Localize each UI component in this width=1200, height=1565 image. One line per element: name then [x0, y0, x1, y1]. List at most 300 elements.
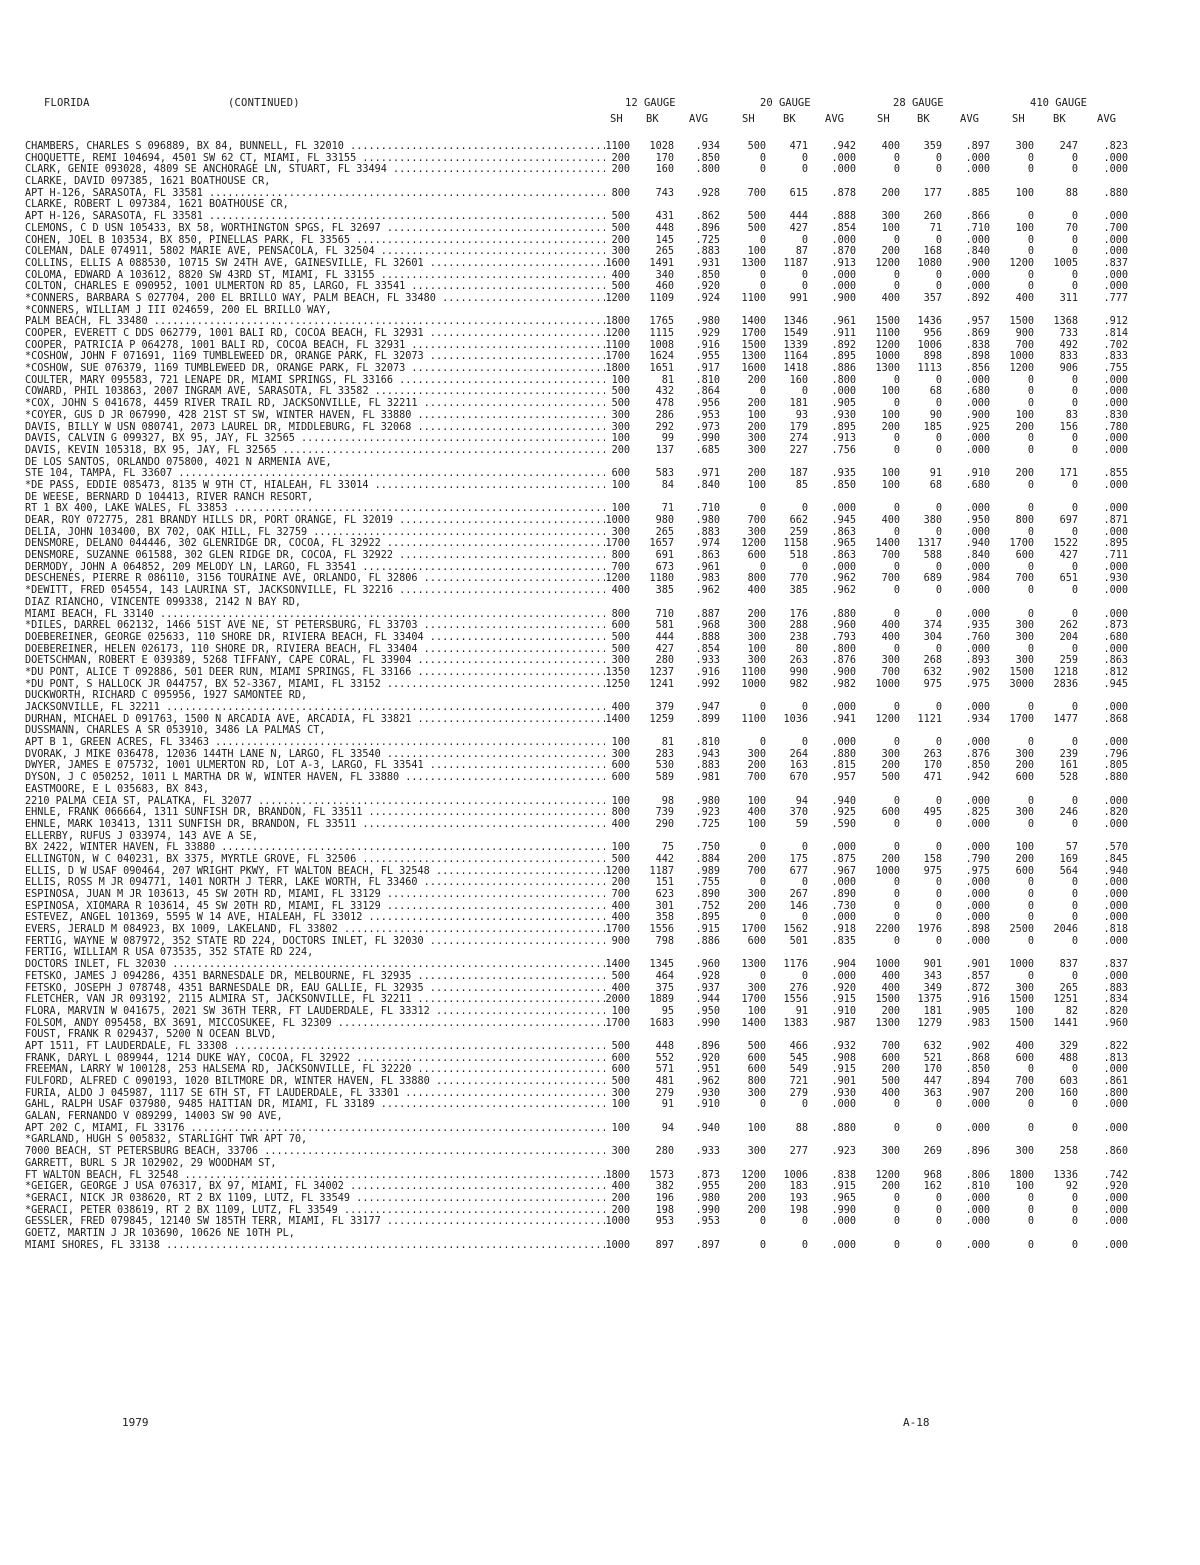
cell-bk-410: 0: [1071, 877, 1078, 889]
cell-sh-410: 300: [1015, 141, 1034, 152]
table-row: [0, 363, 1200, 375]
col-sh-410: SH: [1012, 113, 1025, 125]
cell-avg-410: .000: [1103, 444, 1128, 456]
cell-sh-28: 100: [881, 386, 900, 398]
cell-bk-20: 1418: [783, 363, 808, 375]
cell-sh-28: 300: [881, 1146, 900, 1158]
shooter-name-address: DAVIS, BILLY W USN 080741, 2073 LAUREL DR, MIDDLEBURG, FL 32068 .....: [25, 422, 605, 434]
cell-bk-28: 975: [923, 865, 942, 877]
cell-sh-28: 0: [893, 503, 900, 515]
shooter-name-address: EASTMOORE, E L 035683, BX 843,: [25, 783, 210, 795]
cell-avg-410: .000: [1103, 900, 1128, 912]
cell-avg-20: .000: [831, 503, 856, 515]
cell-avg-28: .957: [965, 316, 990, 328]
cell-bk-12: 897: [655, 1239, 674, 1251]
cell-avg-20: .888: [831, 211, 856, 223]
table-row: [0, 796, 1200, 808]
table-row: [0, 410, 1200, 422]
cell-avg-12: .956: [695, 398, 720, 410]
cell-bk-12: 980: [655, 515, 674, 526]
shooter-name-address: RT 1 BX 400, LAKE WALES, FL 33853 .....: [25, 503, 605, 515]
cell-sh-28: 700: [881, 573, 900, 585]
cell-avg-12: .944: [695, 994, 720, 1006]
cell-sh-12: 100: [611, 1005, 630, 1017]
shooter-name-address: DIAZ RIANCHO, VINCENTE 099338, 2142 N BAY RD,: [25, 596, 302, 608]
cell-bk-410: 92: [1065, 1181, 1078, 1193]
cell-avg-28: .000: [965, 444, 990, 456]
cell-avg-410: .755: [1103, 363, 1128, 375]
cell-bk-28: 260: [923, 211, 942, 223]
cell-sh-20: 300: [747, 631, 766, 643]
table-row: [0, 620, 1200, 632]
cell-bk-12: 432: [655, 386, 674, 398]
cell-avg-28: .866: [965, 211, 990, 223]
cell-avg-410: .930: [1103, 573, 1128, 585]
cell-bk-12: 198: [655, 1204, 674, 1216]
cell-sh-12: 100: [611, 503, 630, 515]
cell-sh-28: 0: [893, 935, 900, 947]
cell-bk-410: 492: [1059, 339, 1078, 351]
cell-avg-12: .863: [695, 550, 720, 562]
cell-avg-410: .805: [1103, 760, 1128, 772]
cell-sh-12: 600: [611, 468, 630, 480]
cell-sh-410: 1200: [1009, 257, 1034, 269]
cell-bk-28: 901: [923, 959, 942, 971]
cell-bk-28: 1279: [917, 1017, 942, 1029]
cell-bk-20: 370: [789, 807, 808, 819]
cell-bk-12: 280: [655, 655, 674, 667]
shooter-name-address: DERMODY, JOHN A 064852, 209 MELODY LN, LARGO, FL 33541 .....: [25, 562, 605, 574]
shooter-name-address: FLETCHER, VAN JR 093192, 2115 ALMIRA ST, JACKSONVILLE, FL 32211 .....: [25, 994, 605, 1006]
cell-sh-410: 100: [1015, 222, 1034, 234]
cell-avg-12: .990: [695, 1017, 720, 1029]
cell-avg-28: .934: [965, 713, 990, 725]
cell-avg-20: .875: [831, 853, 856, 865]
cell-sh-410: 1000: [1009, 351, 1034, 363]
cell-bk-20: 179: [789, 421, 808, 433]
cell-sh-20: 500: [747, 222, 766, 234]
cell-avg-28: .950: [965, 515, 990, 526]
cell-avg-28: .825: [965, 807, 990, 819]
cell-avg-12: .983: [695, 573, 720, 585]
cell-bk-12: 382: [655, 1181, 674, 1193]
cell-avg-12: .931: [695, 257, 720, 269]
cell-sh-410: 0: [1027, 702, 1034, 713]
cell-bk-20: 0: [801, 386, 808, 398]
table-row: [0, 784, 1200, 796]
cell-avg-28: .896: [965, 1146, 990, 1158]
cell-avg-410: .780: [1103, 421, 1128, 433]
table-row: [0, 889, 1200, 901]
cell-bk-28: 0: [935, 842, 942, 854]
cell-sh-12: 100: [611, 433, 630, 445]
cell-sh-410: 0: [1027, 585, 1034, 597]
cell-sh-28: 0: [893, 842, 900, 854]
cell-bk-12: 464: [655, 970, 674, 982]
cell-sh-12: 1100: [605, 141, 630, 152]
cell-avg-12: .897: [695, 1239, 720, 1251]
cell-bk-20: 444: [789, 211, 808, 223]
table-row: [0, 947, 1200, 959]
cell-avg-410: .871: [1103, 515, 1128, 526]
cell-avg-20: .800: [831, 374, 856, 386]
cell-sh-410: 0: [1027, 479, 1034, 491]
cell-sh-410: 0: [1027, 935, 1034, 947]
cell-bk-12: 1491: [649, 257, 674, 269]
cell-avg-410: .833: [1103, 351, 1128, 363]
cell-avg-410: .860: [1103, 1146, 1128, 1158]
cell-sh-12: 1600: [605, 257, 630, 269]
cell-sh-12: 500: [611, 211, 630, 223]
cell-bk-12: 81: [661, 737, 674, 749]
cell-sh-28: 1400: [875, 538, 900, 550]
cell-sh-28: 400: [881, 631, 900, 643]
cell-avg-20: .895: [831, 351, 856, 363]
shooter-name-address: *GERACI, NICK JR 038620, RT 2 BX 1109, LUTZ, FL 33549 .....: [25, 1193, 605, 1205]
shooter-name-address: APT B 1, GREEN ACRES, FL 33463 .....: [25, 737, 605, 749]
col-bk-28: BK: [917, 113, 930, 125]
table-row: [0, 924, 1200, 936]
cell-bk-410: 0: [1071, 433, 1078, 445]
table-row: [0, 316, 1200, 328]
cell-sh-12: 300: [611, 246, 630, 258]
cell-bk-12: 292: [655, 421, 674, 433]
cell-avg-410: .000: [1103, 526, 1128, 538]
cell-bk-20: 274: [789, 433, 808, 445]
cell-sh-410: 700: [1015, 573, 1034, 585]
shooter-name-address: DURHAN, MICHAEL D 091763, 1500 N ARCADIA AVE, ARCADIA, FL 33821 .....: [25, 714, 605, 726]
cell-avg-20: .967: [831, 865, 856, 877]
table-row: [0, 749, 1200, 761]
shooter-name-address: DE LOS SANTOS, ORLANDO 075800, 4021 N ARMENIA AVE,: [25, 456, 332, 468]
cell-bk-28: 1121: [917, 713, 942, 725]
cell-sh-12: 500: [611, 281, 630, 293]
cell-avg-28: .000: [965, 737, 990, 749]
table-row: [0, 480, 1200, 492]
cell-avg-20: .876: [831, 655, 856, 667]
cell-avg-20: .000: [831, 842, 856, 854]
col-bk-12: BK: [646, 113, 659, 125]
table-row: [0, 667, 1200, 679]
cell-avg-12: .810: [695, 737, 720, 749]
cell-bk-410: 0: [1071, 246, 1078, 258]
cell-sh-410: 600: [1015, 1052, 1034, 1064]
cell-sh-12: 200: [611, 164, 630, 176]
cell-avg-410: .000: [1103, 795, 1128, 807]
cell-bk-28: 0: [935, 526, 942, 538]
table-row: [0, 246, 1200, 258]
cell-avg-20: .863: [831, 526, 856, 538]
cell-sh-28: 1500: [875, 316, 900, 328]
cell-sh-20: 300: [747, 982, 766, 994]
cell-bk-28: 898: [923, 351, 942, 363]
shooter-name-address: *GEIGER, GEORGE J USA 076317, BX 97, MIAMI, FL 34002 .....: [25, 1181, 605, 1193]
cell-sh-12: 100: [611, 374, 630, 386]
cell-sh-12: 1400: [605, 713, 630, 725]
cell-sh-12: 400: [611, 818, 630, 830]
cell-bk-410: 906: [1059, 363, 1078, 375]
cell-bk-20: 1562: [783, 924, 808, 936]
cell-avg-28: .810: [965, 1181, 990, 1193]
cell-sh-20: 500: [747, 1040, 766, 1052]
cell-sh-20: 100: [747, 246, 766, 258]
cell-avg-410: .880: [1103, 772, 1128, 784]
table-row: [0, 422, 1200, 434]
table-row: [0, 807, 1200, 819]
cell-bk-20: 193: [789, 1192, 808, 1204]
cell-avg-20: .941: [831, 713, 856, 725]
shooter-name-address: DUCKWORTH, RICHARD C 095956, 1927 SAMONTEE RD,: [25, 690, 308, 702]
cell-bk-20: 163: [789, 760, 808, 772]
shooter-name-address: *CONNERS, BARBARA S 027704, 200 EL BRILLO WAY, PALM BEACH, FL 33480 .....: [25, 293, 605, 305]
cell-sh-410: 1800: [1009, 1169, 1034, 1181]
cell-bk-28: 181: [923, 1005, 942, 1017]
cell-sh-20: 0: [759, 561, 766, 573]
cell-avg-410: .000: [1103, 246, 1128, 258]
cell-avg-12: .961: [695, 561, 720, 573]
cell-bk-410: 0: [1071, 585, 1078, 597]
cell-bk-28: 185: [923, 421, 942, 433]
table-row: [0, 141, 1200, 153]
cell-bk-12: 145: [655, 234, 674, 246]
cell-sh-28: 0: [893, 1216, 900, 1228]
cell-sh-20: 1100: [741, 713, 766, 725]
cell-sh-20: 1600: [741, 363, 766, 375]
table-row: [0, 258, 1200, 270]
cell-sh-20: 1200: [741, 538, 766, 550]
cell-bk-28: 1006: [917, 339, 942, 351]
cell-sh-410: 0: [1027, 818, 1034, 830]
shooter-name-address: DENSMORE, DELANO 044446, 302 GLENRIDGE DR, COCOA, FL 32922 .....: [25, 538, 605, 550]
table-row: [0, 468, 1200, 480]
cell-sh-28: 400: [881, 982, 900, 994]
cell-avg-410: .861: [1103, 1076, 1128, 1087]
cell-sh-28: 1100: [875, 328, 900, 339]
cell-avg-28: .857: [965, 970, 990, 982]
cell-bk-28: 68: [929, 479, 942, 491]
cell-sh-12: 500: [611, 222, 630, 234]
cell-avg-12: .755: [695, 877, 720, 889]
cell-avg-20: .920: [831, 982, 856, 994]
cell-avg-12: .725: [695, 818, 720, 830]
cell-bk-28: 357: [923, 292, 942, 304]
cell-avg-20: .886: [831, 363, 856, 375]
cell-avg-12: .929: [695, 328, 720, 339]
cell-sh-28: 100: [881, 479, 900, 491]
cell-bk-410: 88: [1065, 187, 1078, 199]
cell-bk-28: 91: [929, 468, 942, 480]
cell-sh-410: 0: [1027, 152, 1034, 164]
cell-sh-20: 200: [747, 900, 766, 912]
table-row: [0, 199, 1200, 211]
cell-avg-12: .883: [695, 526, 720, 538]
cell-sh-410: 800: [1015, 515, 1034, 526]
cell-sh-20: 700: [747, 515, 766, 526]
table-row: [0, 398, 1200, 410]
cell-bk-28: 343: [923, 970, 942, 982]
shooter-name-address: ESPINOSA, JUAN M JR 103613, 45 SW 20TH RD, MIAMI, FL 33129 .....: [25, 889, 605, 901]
cell-sh-12: 1000: [605, 1216, 630, 1228]
shooter-name-address: FOUST, FRANK R 029437, 5200 N OCEAN BLVD,: [25, 1029, 277, 1041]
cell-bk-28: 1080: [917, 257, 942, 269]
cell-avg-28: .000: [965, 269, 990, 281]
table-row: [0, 340, 1200, 352]
cell-bk-410: 528: [1059, 772, 1078, 784]
cell-sh-28: 400: [881, 620, 900, 632]
cell-sh-28: 0: [893, 164, 900, 176]
cell-avg-410: .837: [1103, 257, 1128, 269]
cell-bk-28: 968: [923, 1169, 942, 1181]
cell-sh-20: 700: [747, 187, 766, 199]
cell-bk-28: 0: [935, 503, 942, 515]
cell-bk-28: 0: [935, 1216, 942, 1228]
cell-bk-20: 1383: [783, 1017, 808, 1029]
cell-bk-410: 82: [1065, 1005, 1078, 1017]
table-row: [0, 188, 1200, 200]
shooter-name-address: EHNLE, FRANK 066664, 1311 SUNFISH DR, BRANDON, FL 33511 .....: [25, 807, 605, 819]
cell-avg-28: .975: [965, 865, 990, 877]
cell-avg-20: .965: [831, 538, 856, 550]
cell-bk-20: 501: [789, 935, 808, 947]
cell-bk-410: 0: [1071, 152, 1078, 164]
cell-avg-12: .951: [695, 1064, 720, 1076]
cell-avg-410: .000: [1103, 386, 1128, 398]
cell-bk-410: 0: [1071, 444, 1078, 456]
cell-avg-20: .838: [831, 1169, 856, 1181]
cell-sh-20: 600: [747, 1064, 766, 1076]
cell-bk-12: 1651: [649, 363, 674, 375]
cell-bk-410: 1218: [1053, 666, 1078, 678]
shooter-name-address: DOCTORS INLET, FL 32030 .....: [25, 959, 605, 971]
cell-bk-28: 0: [935, 1239, 942, 1251]
shooter-name-address: DOEBEREINER, HELEN 026173, 110 SHORE DR, RIVIERA BEACH, FL 33404 .....: [25, 644, 605, 656]
table-row: [0, 1170, 1200, 1182]
cell-sh-20: 0: [759, 842, 766, 854]
cell-sh-20: 0: [759, 269, 766, 281]
cell-sh-410: 200: [1015, 853, 1034, 865]
shooter-name-address: ELLINGTON, W C 040231, BX 3375, MYRTLE GROVE, FL 32506 .....: [25, 854, 605, 866]
cell-avg-28: .000: [965, 1216, 990, 1228]
cell-sh-28: 0: [893, 608, 900, 620]
cell-avg-410: .000: [1103, 269, 1128, 281]
cell-avg-12: .980: [695, 795, 720, 807]
shooter-name-address: CLARKE, ROBERT L 097384, 1621 BOATHOUSE CR,: [25, 199, 289, 211]
cell-avg-12: .888: [695, 631, 720, 643]
cell-avg-410: .000: [1103, 374, 1128, 386]
table-row: [0, 901, 1200, 913]
cell-bk-28: 0: [935, 912, 942, 924]
cell-sh-20: 1100: [741, 666, 766, 678]
cell-bk-20: 991: [789, 292, 808, 304]
table-row: [0, 971, 1200, 983]
cell-bk-12: 448: [655, 1040, 674, 1052]
cell-avg-410: .830: [1103, 409, 1128, 421]
cell-avg-410: .000: [1103, 585, 1128, 597]
cell-avg-20: .000: [831, 1239, 856, 1251]
cell-sh-12: 1800: [605, 316, 630, 328]
cell-sh-28: 200: [881, 1005, 900, 1017]
cell-sh-28: 0: [893, 561, 900, 573]
cell-avg-12: .980: [695, 515, 720, 526]
cell-sh-410: 0: [1027, 374, 1034, 386]
cell-avg-410: .000: [1103, 1192, 1128, 1204]
table-row: [0, 819, 1200, 831]
cell-avg-12: .943: [695, 748, 720, 760]
cell-sh-20: 600: [747, 550, 766, 562]
cell-avg-410: .000: [1103, 1099, 1128, 1111]
cell-avg-12: .955: [695, 351, 720, 363]
cell-bk-28: 177: [923, 187, 942, 199]
cell-bk-12: 460: [655, 281, 674, 293]
cell-avg-12: .962: [695, 1076, 720, 1087]
cell-avg-28: .806: [965, 1169, 990, 1181]
table-row: [0, 527, 1200, 539]
cell-sh-12: 500: [611, 1076, 630, 1087]
cell-bk-20: 721: [789, 1076, 808, 1087]
table-row: [0, 1228, 1200, 1240]
cell-sh-28: 0: [893, 795, 900, 807]
cell-sh-28: 0: [893, 1122, 900, 1134]
cell-avg-410: .813: [1103, 1052, 1128, 1064]
shooter-name-address: *CONNERS, WILLIAM J III 024659, 200 EL BRILLO WAY,: [25, 304, 332, 316]
cell-sh-28: 0: [893, 526, 900, 538]
cell-bk-410: 171: [1059, 468, 1078, 480]
cell-avg-410: .796: [1103, 748, 1128, 760]
cell-avg-28: .840: [965, 550, 990, 562]
cell-avg-20: .000: [831, 269, 856, 281]
cell-bk-12: 375: [655, 982, 674, 994]
cell-bk-20: 59: [795, 818, 808, 830]
cell-bk-20: 175: [789, 853, 808, 865]
table-row: [0, 1146, 1200, 1158]
cell-avg-28: .850: [965, 760, 990, 772]
col-sh-28: SH: [877, 113, 890, 125]
cell-avg-28: .868: [965, 1052, 990, 1064]
cell-bk-28: 0: [935, 1122, 942, 1134]
cell-sh-12: 800: [611, 187, 630, 199]
table-row: [0, 994, 1200, 1006]
cell-bk-20: 276: [789, 982, 808, 994]
cell-avg-28: .000: [965, 1099, 990, 1111]
cell-bk-28: 0: [935, 795, 942, 807]
cell-bk-12: 589: [655, 772, 674, 784]
cell-sh-20: 0: [759, 1216, 766, 1228]
cell-avg-410: .820: [1103, 1005, 1128, 1017]
cell-avg-20: .000: [831, 386, 856, 398]
cell-avg-20: .918: [831, 924, 856, 936]
cell-avg-20: .957: [831, 772, 856, 784]
cell-sh-28: 400: [881, 970, 900, 982]
cell-bk-12: 1187: [649, 865, 674, 877]
cell-sh-20: 0: [759, 970, 766, 982]
cell-sh-12: 1350: [605, 666, 630, 678]
cell-sh-20: 600: [747, 935, 766, 947]
cell-bk-20: 0: [801, 877, 808, 889]
cell-avg-20: .905: [831, 398, 856, 410]
cell-sh-28: 600: [881, 1052, 900, 1064]
cell-avg-410: .000: [1103, 1216, 1128, 1228]
cell-sh-12: 800: [611, 550, 630, 562]
cell-bk-410: 0: [1071, 164, 1078, 176]
cell-sh-410: 200: [1015, 421, 1034, 433]
cell-sh-20: 400: [747, 807, 766, 819]
shooter-name-address: CHOQUETTE, REMI 104694, 4501 SW 62 CT, MIAMI, FL 33155 .....: [25, 153, 605, 165]
cell-avg-410: .000: [1103, 433, 1128, 445]
cell-bk-28: 0: [935, 398, 942, 410]
cell-avg-28: .000: [965, 795, 990, 807]
cell-sh-20: 100: [747, 409, 766, 421]
cell-sh-28: 300: [881, 748, 900, 760]
